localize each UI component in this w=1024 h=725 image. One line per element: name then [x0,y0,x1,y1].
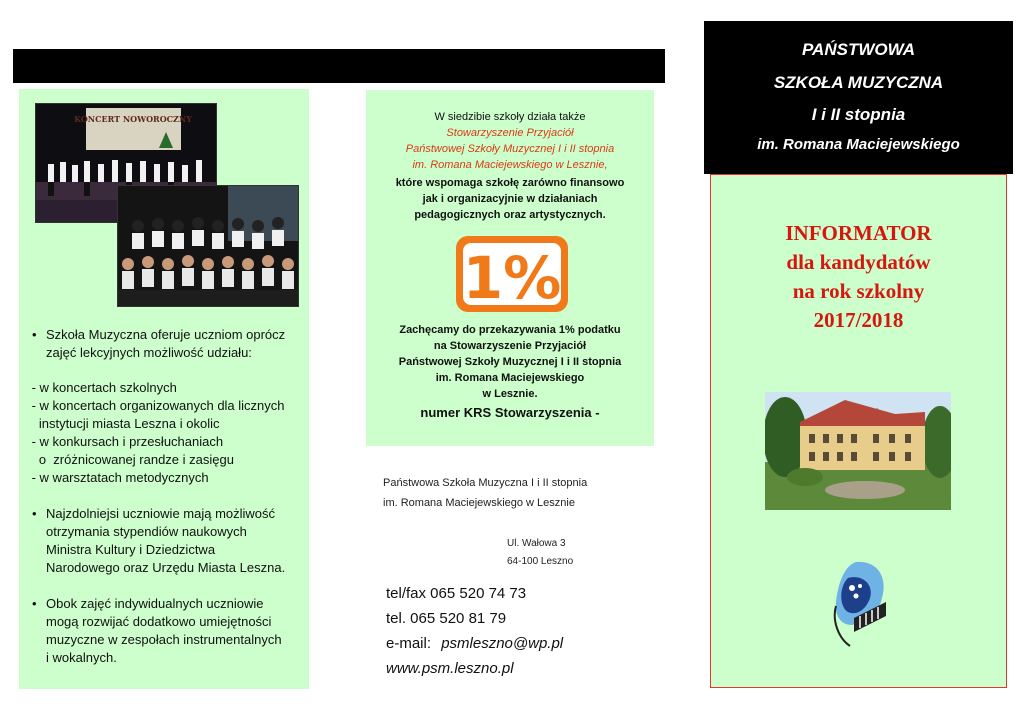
informator-year: 2017/2018 [813,308,904,332]
bullet-text-line: zajęć lekcyjnych możliwość udziału: [46,345,252,360]
bullet-text-line: Narodowego oraz Urzędu Miasta Leszna. [46,560,286,575]
krs-label: numer KRS Stowarzyszenia - [420,405,600,420]
association-name-line: Stowarzyszenie Przyjaciół [446,127,574,139]
bullet-icon: • [32,596,37,611]
activity-line: - w koncertach szkolnych [28,380,177,395]
email-row [386,635,563,652]
scholarship-bullet-list [28,505,308,577]
website-link[interactable]: www.psm.leszno.pl [386,660,514,677]
school-logo-icon [826,558,892,652]
informator-title: INFORMATOR [785,221,932,245]
ensembles-bullet-list [28,595,308,667]
association-desc-line: pedagogicznych oraz artystycznych. [414,209,606,221]
bullet-icon: • [32,327,37,342]
left-column-title: O SZKOLE … [120,8,229,27]
one-percent-text: 1% [462,244,562,312]
bullet-text-line: Obok zajęć indywidualnych uczniowie [46,596,264,611]
concert-banner-text: KONCERT NOWOROCZNY [74,114,192,124]
appeal-line: im. Romana Maciejewskiego [435,372,585,384]
school-header-line: SZKOŁA MUZYCZNA [773,73,944,92]
street-address: Ul. Wałowa 3 [507,538,566,549]
association-intro-line: W siedzibie szkoły działa także [434,111,586,123]
one-percent-logo [456,236,568,312]
bullet-text-line: Szkoła Muzyczna oferuje uczniom oprócz [46,327,286,342]
middle-column-title: O SZKOLE ... [444,8,550,27]
school-name-line: im. Romana Maciejewskiego w Lesznie [383,497,575,509]
association-name-line: Państwowej Szkoły Muzycznej I i II stopnia [405,143,615,155]
school-header-line: I i II stopnia [811,105,906,124]
list-item [28,595,308,667]
email-link[interactable]: psmleszno@wp.pl [441,635,564,652]
bullet-text-line: i wokalnych. [46,650,117,665]
bullet-icon: • [32,506,37,521]
informator-subtitle: na rok szkolny [792,279,925,303]
school-building-photo [765,392,951,510]
appeal-line: w Lesznie. [482,388,538,400]
activity-line: - w konkursach i przesłuchaniach [28,434,224,449]
association-desc-line: jak i organizacyjnie w działaniach [422,193,598,205]
activity-line: - w warsztatach metodycznych [28,470,209,485]
bullet-text-line: otrzymania stypendiów naukowych [46,524,247,539]
bullet-text-line: Najzdolniejsi uczniowie mają możliwość [46,506,276,521]
school-header-line: im. Romana Maciejewskiego [757,136,960,153]
bullet-text-line: Ministra Kultury i Dziedzictwa [46,542,216,557]
appeal-line: na Stowarzyszenie Przyjaciół [433,340,587,352]
activity-line: o zróżnicowanej randze i zasięgu [28,452,234,467]
appeal-line: Zachęcamy do przekazywania 1% podatku [399,324,621,336]
association-desc-line: które wspomaga szkołę zarówno finansowo [395,177,625,189]
section-banner [13,49,665,83]
school-header-line: PAŃSTWOWA [801,40,915,59]
tel-number: tel. 065 520 81 79 [386,610,507,627]
activity-line: - w koncertach organizowanych dla licznych [28,398,285,413]
informator-subtitle: dla kandydatów [786,250,931,274]
bullet-text-line: muzyczne w zespołach instrumentalnych [46,632,282,647]
list-item [28,326,308,362]
activity-line: instytucji miasta Leszna i okolic [28,416,220,431]
concert-photo-choir [117,185,299,307]
appeal-line: Państwowej Szkoły Muzycznej I i II stopnia [398,356,622,368]
list-item [28,505,308,577]
email-label: e-mail: [386,635,432,652]
telfax-number: tel/fax 065 520 74 73 [386,585,527,602]
association-name-line: im. Romana Maciejewskiego w Lesznie, [412,159,608,171]
bullet-text-line: mogą rozwijać dodatkowo umiejętności [46,614,272,629]
postal-address: 64-100 Leszno [507,556,574,567]
offer-bullet-list [28,326,308,362]
school-name-line: Państwowa Szkoła Muzyczna I i II stopnia [383,477,588,489]
